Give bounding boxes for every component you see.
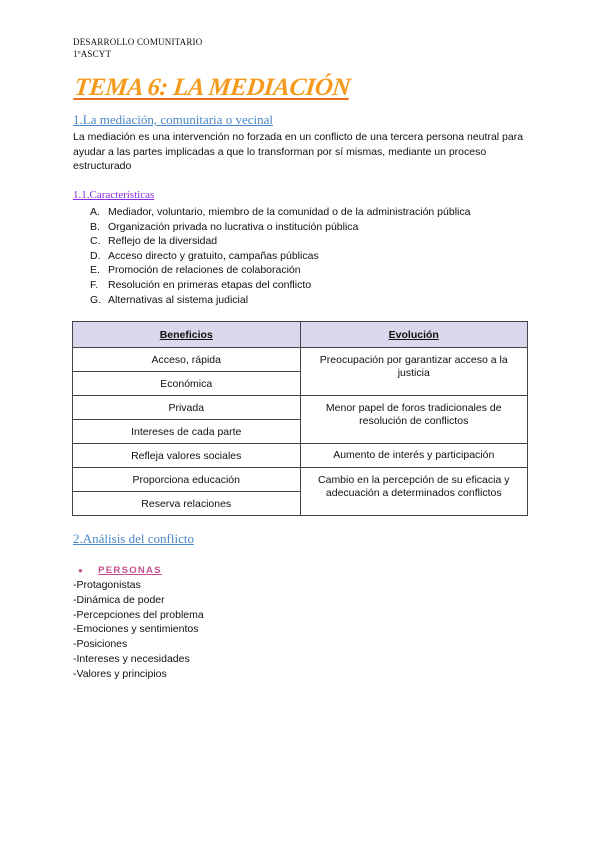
list-item-text: Mediador, voluntario, miembro de la comunidad o de la administración pública: [108, 206, 471, 218]
table-header-beneficios: Beneficios: [73, 322, 301, 348]
table-cell-beneficio: Refleja valores sociales: [73, 444, 301, 468]
header-course: DESARROLLO COMUNITARIO: [73, 37, 203, 47]
benefits-evolution-table: [72, 321, 528, 516]
section-2-heading: 2.Análisis del conflicto: [73, 531, 194, 546]
list-item: [90, 263, 470, 278]
list-item-text: Reflejo de la diversidad: [108, 235, 218, 248]
personas-label: PERSONAS: [98, 565, 162, 576]
personas-bullet: [78, 565, 162, 576]
list-item: [90, 220, 470, 235]
list-marker: D.: [90, 249, 101, 262]
table-cell-beneficio: Privada: [73, 396, 301, 420]
conflict-analysis-list: [73, 578, 204, 682]
list-item-text: Organización privada no lucrativa o institución pública: [108, 220, 359, 233]
table-cell-evolucion: Cambio en la percepción de su eficacia y adecuación a determinados conflictos: [300, 468, 528, 516]
bullet-dot-icon: ●: [78, 566, 85, 575]
list-item: [90, 249, 470, 264]
list-item: [90, 205, 470, 220]
document-header: [73, 36, 202, 60]
table-cell-evolucion: Menor papel de foros tradicionales de resolución de conflictos: [300, 396, 528, 444]
list-marker: E.: [90, 264, 100, 277]
list-item: [90, 278, 470, 293]
table-cell-beneficio: Reserva relaciones: [73, 492, 301, 516]
list-item: [90, 293, 470, 308]
list-item-text: Resolución en primeras etapas del conflicto: [108, 278, 312, 291]
list-item: -Emociones y sentimientos: [73, 623, 199, 636]
list-item: -Intereses y necesidades: [73, 652, 190, 665]
list-item: -Protagonistas: [73, 579, 141, 591]
list-item: [90, 234, 470, 249]
section-1-heading: 1.La mediación, comunitaria o vecinal: [73, 112, 273, 127]
list-item: -Valores y principios: [73, 667, 167, 680]
characteristics-list: [90, 205, 470, 307]
section-1-paragraph: La mediación es una intervención no forzada en un conflicto de una tercera persona neutral para ayudar a las partes implicadas a que lo transforman por sí mismas, mediante un proceso estructurado: [73, 131, 524, 172]
header-group: 1ºASCYT: [73, 49, 112, 59]
table-cell-evolucion: Preocupación por garantizar acceso a la justicia: [300, 348, 528, 396]
list-item-text: Acceso directo y gratuito, campañas públicas: [108, 249, 319, 262]
list-marker: A.: [90, 206, 100, 218]
list-marker: F.: [90, 278, 99, 291]
table-header-evolucion: Evolución: [300, 322, 528, 348]
table-cell-beneficio: Intereses de cada parte: [73, 420, 301, 444]
list-marker: G.: [90, 293, 102, 306]
page-title: TEMA 6: LA MEDIACIÓN: [73, 74, 352, 101]
list-item-text: Alternativas al sistema judicial: [108, 293, 249, 306]
table-cell-beneficio: Proporciona educación: [73, 468, 301, 492]
list-marker: C.: [90, 235, 101, 248]
list-item-text: Promoción de relaciones de colaboración: [108, 264, 301, 277]
list-item: -Dinámica de poder: [73, 593, 165, 606]
list-item: -Percepciones del problema: [73, 608, 204, 621]
table-cell-evolucion: Aumento de interés y participación: [300, 444, 528, 468]
list-marker: B.: [90, 220, 100, 233]
table-cell-beneficio: Acceso, rápida: [73, 348, 301, 372]
section-1-1-heading: 1.1.Características: [73, 189, 155, 201]
table-cell-beneficio: Económica: [73, 372, 301, 396]
list-item: -Posiciones: [73, 638, 128, 651]
